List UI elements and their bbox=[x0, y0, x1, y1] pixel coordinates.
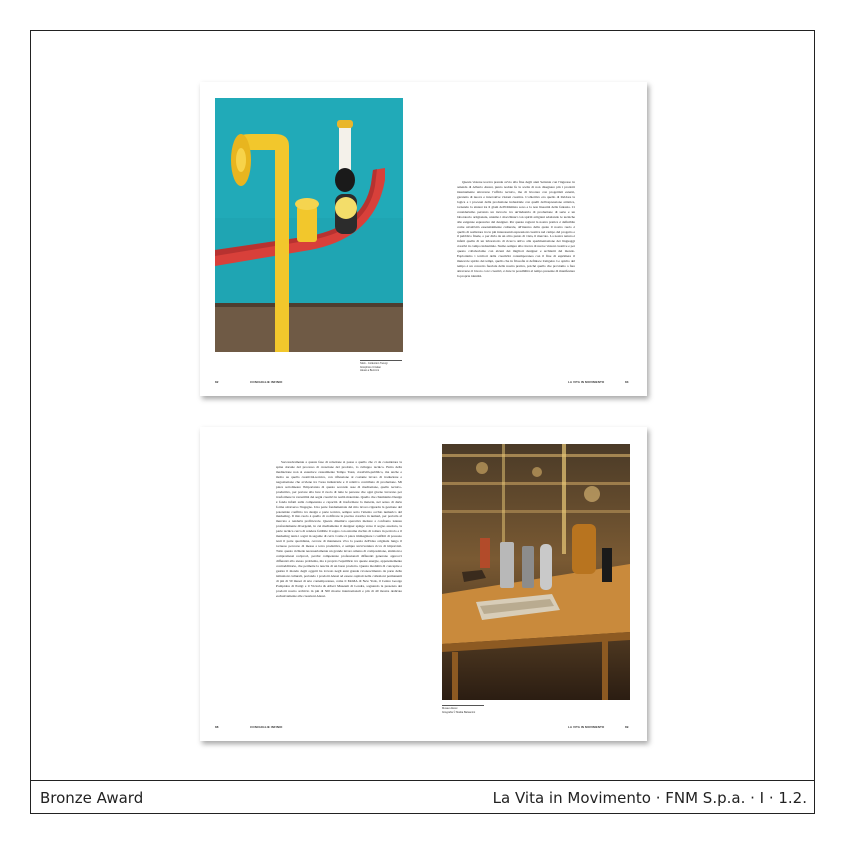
folio-right-title: LA VITA IN MOVIMENTO bbox=[568, 380, 605, 384]
folio-left-title: CONCHIGLIE INFINIO bbox=[250, 380, 283, 384]
award-footer bbox=[30, 780, 815, 814]
folio-left-number: 82 bbox=[215, 380, 219, 384]
folio-right-number: 89 bbox=[625, 725, 629, 729]
body-paragraph: Questa visione teorica prende avvio alla fine degli anni Settanta con l'ingresso in azienda di Alberto Alessi, punto nodale fu la scelta di non disegnare più i prodotti internamente attraverso l'ufficio tecnico, ma di lavorare con progettisti esterni, garanzia di nuove e innovative visioni creative. L'obiettivo era quello di ibridare la logica e i processi della produzione industriale con quelli dell'espressione artistica, tornando la sintesi tra il glam dell'Ottimista sono e la non linearità della fantasia. Ci consideriamo pertanto un incrocio tra un'industria di produzione di serie e un laboratorio artigianale, uniamo i macchinari con spiriti artigiani adattando le tecniche alle esigenze espressive del designer. Per queste ragioni la nostra pratica è definibile come un'attività essenzialmente culturale, all'interno della quale il nostro ruolo è quello di realizzare tra le più interessanti espressioni creative nel campo del progetto e il pubblico finale, o per dirla da un altro punto di vista, il mercato. La nostra natura è infatti quella di un laboratorio di ricerca attivo alla sperimentazione dei linguaggi creativi in campo industriale. Siamo sempre alla ricerca di nuove visioni creative e per questo collaboriamo con alcuni dei migliori designer e architetti del mondo. Esploriamo i territori della creatività contemporanea con il fine di esprimere il mutevole spirito dei tempi, quello che in filosofia si definisce Zeitgeist. Lo spirito del tempo è un concetto fuoriale della nostra pratica, poiché quello che proviamo a fare attraverso il lavoro con i creativi, è dare la possibilità al tempo presente di manifestare la propria identità. bbox=[457, 180, 575, 279]
photo-pipe-sculpture bbox=[215, 98, 403, 352]
folio-right-title: LA VITA IN MOVIMENTO bbox=[568, 725, 605, 729]
body-text-column bbox=[457, 180, 575, 279]
magazine-spread-bottom bbox=[200, 427, 647, 741]
photo-caption: Museo Alessi fotografia © Mattia Balsamini bbox=[442, 705, 484, 714]
award-label: Bronze Award bbox=[40, 789, 144, 807]
folio-right-number: 83 bbox=[625, 380, 629, 384]
folio-left-title: CONCHIGLIE INFINIO bbox=[250, 725, 283, 729]
photo-museum-interior bbox=[442, 444, 630, 700]
folio-left-number: 88 bbox=[215, 725, 219, 729]
body-text-column bbox=[276, 460, 402, 599]
magazine-spread-top bbox=[200, 82, 647, 396]
photo-caption: Stick - Collection Twergi foto/photo Cristian Alessi a Buzzoni bbox=[360, 360, 402, 373]
project-credit: La Vita in Movimento · FNM S.p.a. · I · 1.2. bbox=[492, 789, 807, 807]
body-paragraph: Successivamente a questa fase di relazione si passa a quello che ci da considerare la spina dorsale del processo di creazione del prodotto, lo sviluppo tecnico. Entra della mediazione non si esaurisce casualmente Tempo Tassi, creatività-pubblico, ma anche e molto su quello creatività-tecnica, con riflessione al costante lavoro di traduzione e negoziazione che avviene tra l'area industriale e il relativo contributo di produzione. Mi piace sottolineare l'importanza di questo secondo asse di mediazione, quello tecnico-produttivo, per portare alla luce il ruolo di tutte le persone che ogni giorno lavorano per trasformare la versatilità dei segni creativi in realtà materiale. Quello che chiamiamo Design è fonda infatti sulla competenza e capacità di trasformare la materia, nel senso di darle forma attraverso l'ingegno. Una parte fondamentale del mio lavoro riguarda la gestione del potenziale conflitto tra design e parte tecnica, sempre sotto l'attento occhio numerico del marketing. Il mio ruolo è quello di codificare la precisa creativa in numeri, per portarla al mercato e renderla profittevole. Questa dinamica operativa mettere a confronto istanze profondamente divergenti, in cui mediamente il designer spinge verso il sogno assoluto, la parte tecnica cerca di rendere fattibile il sogno con estreme rischio di rottura in pericolo e il marketing tenta i sogni in sagome di certi. Come ci piace immaginare i conflitti di possono testi il parte quotidiana, cercare di mantenere viva la poesia dell'idea originale lungo il tortuoso percorso di messa a terra produttiva, è sempre un'avventura ricca di imprevisti. Tutto questo richiede necessariamente un grande lavoro umano di composizione, sinizioni e compromessi reciproci, perché competenze professionali differenti generano approcci differenti allo stesso problema, ma è proprio l'equilibrio tra queste energie, apparentemente contraddittorie, che permette la nascita di un buon prodotto. Questa modalità di concepire e gestire il mondo degli oggetti ha trovato negli anni grande riconoscimento da parte delle istituzioni culturali, portando i prodotti Alessi ad essere ospitati nelle collezioni permanenti di più di 50 musei di arte contemporanea, come il MoMA di New York, il Centre George Pompidou di Parigi e il Victoria & Albert Museum di Londra, sognando la presenza dei prodotti nostro archivio in più di 500 mostre internazionali e più di 40 mostre dedicate esclusivamente alle creazioni Alessi. bbox=[276, 460, 402, 598]
